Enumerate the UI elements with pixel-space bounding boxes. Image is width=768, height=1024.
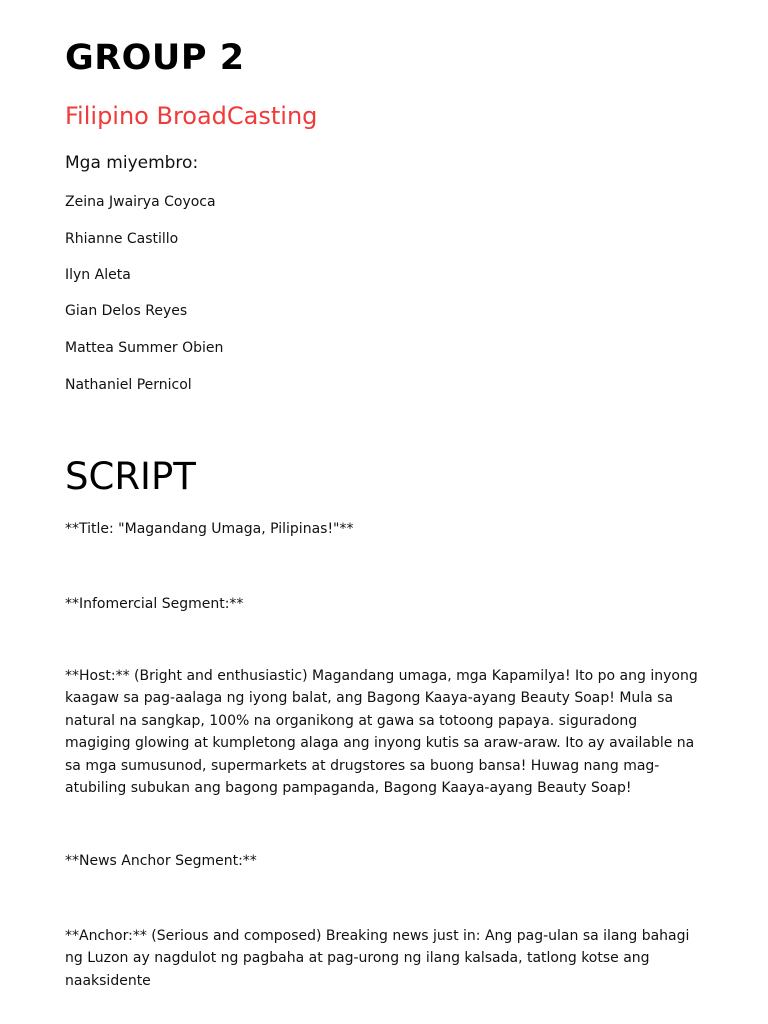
member-name: Zeina Jwairya Coyoca [65,194,216,210]
host-paragraph: **Host:** (Bright and enthusiastic) Magandang umaga, mga Kapamilya! Ito po ang inyong kaagaw sa pag-aalaga ng iyong balat, ang Bagong Kaaya-ayang Beauty Soap! Mula sa natural na sangkap, 100% na organikong at gawa sa totoong papaya. siguradong magiging glowing at kumpletong alaga ang inyong kutis sa araw-araw. Ito ay available na sa mga sumusunod, supermarkets at drugstores sa buong bansa! Huwag nang mag-atubiling subukan ang bagong pampaganda, Bagong Kaaya-ayang Beauty Soap! [65,668,698,797]
member-name: Mattea Summer Obien [65,340,224,356]
member-name: Ilyn Aleta [65,267,131,283]
group-title: GROUP 2 [65,38,245,78]
member-name: Gian Delos Reyes [65,303,188,319]
news-anchor-segment-heading: **News Anchor Segment:** [65,853,257,869]
anchor-paragraph: **Anchor:** (Serious and composed) Breaking news just in: Ang pag-ulan sa ilang bahagi ng Luzon ay nagdulot ng pagbaha at pag-urong ng ilang kalsada, tatlong kotse ang naaksidente [65,928,690,989]
script-heading: SCRIPT [65,455,196,498]
members-heading: Mga miyembro: [65,153,199,173]
member-name: Nathaniel Pernicol [65,377,192,393]
member-name: Rhianne Castillo [65,231,179,247]
infomercial-segment-heading: **Infomercial Segment:** [65,596,244,612]
broadcasting-subtitle: Filipino BroadCasting [65,102,318,130]
script-title-line: **Title: "Magandang Umaga, Pilipinas!"** [65,521,354,537]
